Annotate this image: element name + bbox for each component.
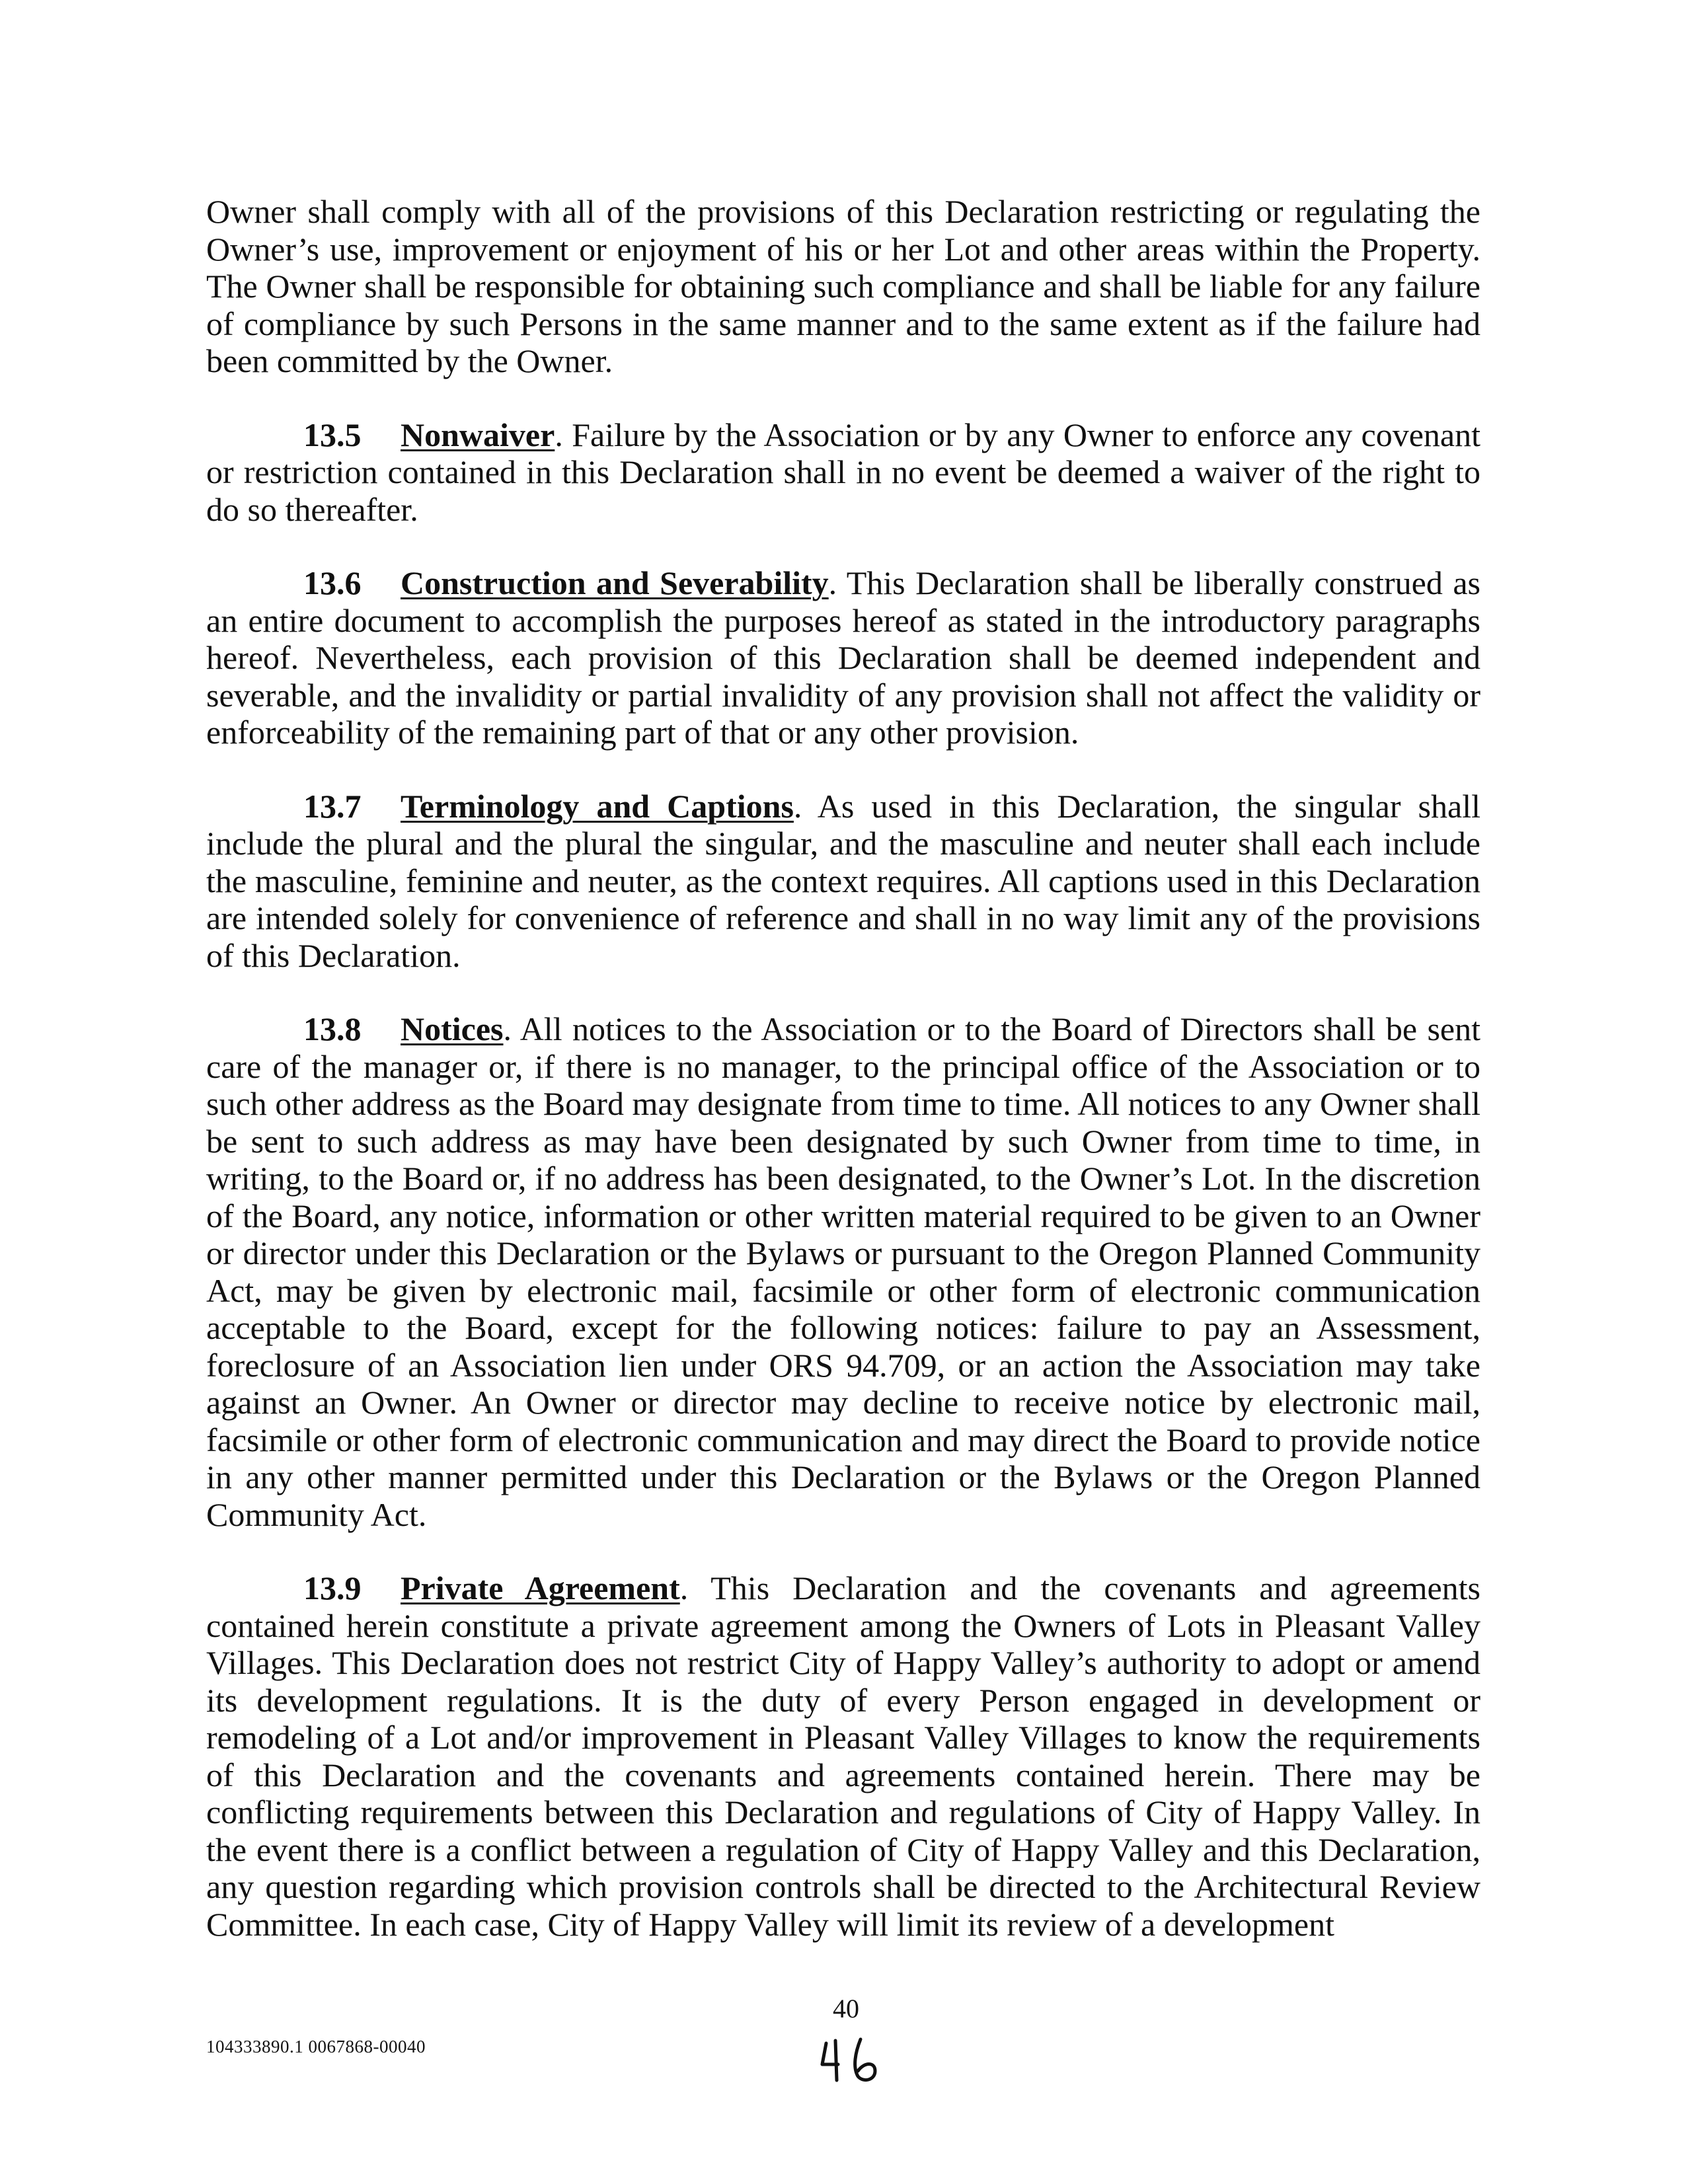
section-number: 13.6	[303, 564, 362, 601]
section-title: Construction and Severability	[401, 564, 829, 601]
section-body: . Failure by the Association or by any Owner to enforce any covenant or restriction contained in this Declaration shall in no event be deemed a waiver of the right to do so thereafter.	[206, 416, 1480, 528]
handwritten-page-number-46	[812, 2034, 917, 2087]
section-13-8	[206, 1010, 1480, 1533]
section-number: 13.7	[303, 787, 362, 825]
section-title: Private Agreement	[401, 1569, 680, 1606]
section-title: Nonwaiver	[401, 416, 555, 453]
section-body: . As used in this Declaration, the singular shall include the plural and the plural the singular, and the masculine and neuter shall each include the masculine, feminine and neuter, as the context requires. All captions used in this Declaration are intended solely for convenience of reference and shall in no way limit any of the provisions of this Declaration.	[206, 787, 1480, 974]
section-13-6	[206, 564, 1480, 751]
page-number: 40	[833, 1994, 859, 2023]
section-body: . This Declaration and the covenants and agreements contained herein constitute a private agreement among the Owners of Lots in Pleasant Valley Villages. This Declaration does not restrict City of Happy Valley’s authority to adopt or amend its development regulations. It is the duty of every Person engaged in development or remodeling of a Lot and/or improvement in Pleasant Valley Villages to know the requirements of this Declaration and the covenants and agreements contained herein. There may be conflicting requirements between this Declaration and regulations of City of Happy Valley. In the event there is a conflict between a regulation of City of Happy Valley and this Declaration, any question regarding which provision controls shall be directed to the Architectural Review Committee. In each case, City of Happy Valley will limit its review of a development	[206, 1569, 1481, 1943]
section-number: 13.5	[303, 416, 362, 453]
section-title: Terminology and Captions	[401, 787, 794, 825]
section-13-9	[206, 1569, 1480, 1943]
document-id: 104333890.1 0067868-00040	[206, 2037, 426, 2056]
section-13-7	[206, 788, 1480, 975]
section-body: . All notices to the Association or to the Board of Directors shall be sent care of the manager or, if there is no manager, to the principal office of the Association or to such other address as the Board may designate from time to time. All notices to any Owner shall be sent to such address as may have been designated by such Owner from time to time, in writing, to the Board or, if no address has been designated, to the Owner’s Lot. In the discretion of the Board, any notice, information or other written material required to be given to an Owner or director under this Declaration or the Bylaws or pursuant to the Oregon Planned Community Act, may be given by electronic mail, facsimile or other form of electronic communication acceptable to the Board, except for the following notices: failure to pay an Assessment, foreclosure of an Association lien under ORS 94.709, or an action the Association may take against an Owner. An Owner or director may decline to receive notice by electronic mail, facsimile or other form of electronic communication and may direct the Board to provide notice in any other manner permitted under this Declaration or the Bylaws or the Oregon Planned Community Act.	[206, 1010, 1480, 1533]
section-body: . This Declaration shall be liberally construed as an entire document to accomplish the purposes hereof as stated in the introductory paragraphs hereof. Nevertheless, each provision of this Declaration shall be deemed independent and severable, and the invalidity or partial invalidity of any provision shall not affect the validity or enforceability of the remaining part of that or any other provision.	[206, 564, 1480, 751]
section-title: Notices	[401, 1010, 504, 1047]
document-body	[206, 193, 1480, 1979]
section-13-5	[206, 416, 1480, 529]
section-number: 13.8	[303, 1010, 362, 1047]
section-number: 13.9	[303, 1569, 362, 1606]
intro-paragraph: Owner shall comply with all of the provisions of this Declaration restricting or regulating the Owner’s use, improvement or enjoyment of his or her Lot and other areas within the Property. The Owner shall be responsible for obtaining such compliance and shall be liable for any failure of compliance by such Persons in the same manner and to the same extent as if the failure had been committed by the Owner.	[206, 193, 1480, 379]
